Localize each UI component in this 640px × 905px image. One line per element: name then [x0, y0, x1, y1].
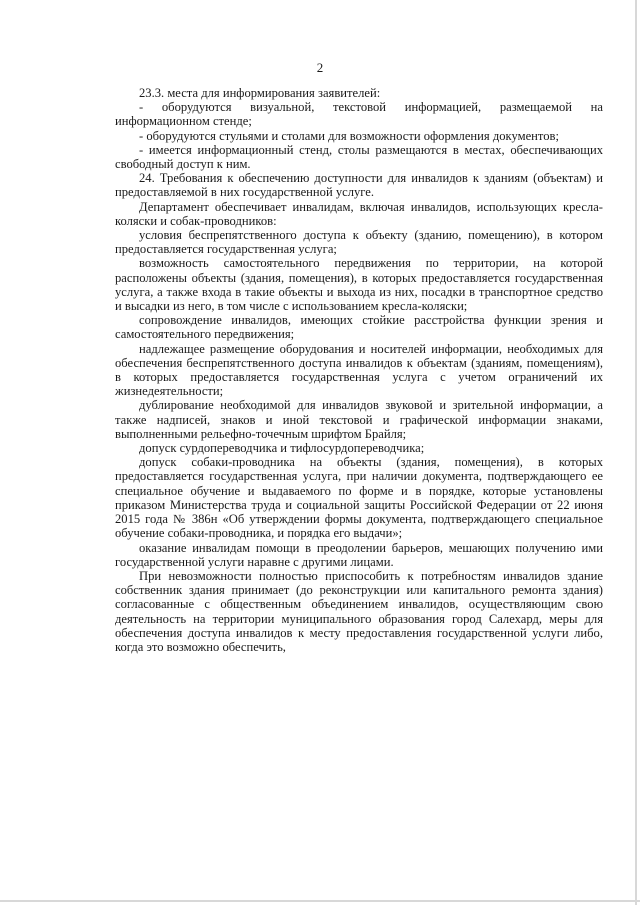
paragraph-23-3-heading: 23.3. места для информирования заявителей:	[139, 86, 381, 100]
paragraph-braille-duplication: дублирование необходимой для инвалидов звуковой и зрительной информации, а также надписей, знаков и иной текстовой и графической информации знаками, выполненными рельефно-точечным шрифтом Брайля;	[115, 398, 603, 441]
paragraph-stand-placement: - имеется информационный стенд, столы размещаются в местах, обеспечивающих свободный доступ к ним.	[115, 142, 603, 172]
paragraph-barrier-assistance: оказание инвалидам помощи в преодолении барьеров, мешающих получению ими государственной услуги наравне с другими лицами.	[115, 540, 603, 569]
paragraph-sign-interpreter: допуск сурдопереводчика и тифлосурдопереводчика;	[139, 441, 425, 456]
scan-edge-right	[635, 0, 637, 905]
paragraph-chairs-tables: - оборудуются стульями и столами для возможности оформления документов;	[139, 128, 559, 143]
paragraph-department-provides: Департамент обеспечивает инвалидам, включая инвалидов, использующих кресла-коляски и собак-проводников:	[115, 199, 603, 228]
paragraph-independent-movement: возможность самостоятельного передвижения по территории, на которой расположены объекты (здания, помещения), в которых предоставляется государственная услуга, а также входа в такие объекты и выхода из них, посадки в транспортное средство и высадки из него, в том числе с использованием кресла-коляски;	[115, 256, 603, 314]
paragraph-info-stand: - оборудуются визуальной, текстовой информацией, размещаемой на информационном стенде;	[115, 100, 603, 129]
paragraph-escort: сопровождение инвалидов, имеющих стойкие расстройства функции зрения и самостоятельного передвижения;	[115, 313, 603, 342]
document-body	[115, 86, 603, 654]
paragraph-building-adaptation: При невозможности полностью приспособить к потребностям инвалидов здание собственник здания принимает (до реконструкции или капитального ремонта здания) согласованные с общественным объединением инвалидов, осуществляющим свою деятельность на территории муниципального образования город Салехард, меры для обеспечения доступа инвалидов к месту предоставления государственной услуги либо, когда это возможно обеспечить,	[115, 568, 603, 654]
paragraph-unhindered-access: условия беспрепятственного доступа к объекту (зданию, помещению), в котором предоставляется государственная услуга;	[115, 228, 603, 257]
paragraph-equipment-placement: надлежащее размещение оборудования и носителей информации, необходимых для обеспечения беспрепятственного доступа инвалидов к объектам (зданиям, помещениям), в которых предоставляется государственная услуга с учетом ограничений их жизнедеятельности;	[115, 341, 603, 399]
page-number: 2	[316, 60, 324, 75]
paragraph-guide-dog: допуск собаки-проводника на объекты (здания, помещения), в которых предоставляется государственная услуга, при наличии документа, подтверждающего ее специальное обучение и выдаваемого по форме и в порядке, которые установлены приказом Министерства труда и социальной защиты Российской Федерации от 22 июня 2015 года № 386н «Об утверждении формы документа, подтверждающего специальное обучение собаки-проводника, и порядка его выдачи»;	[115, 455, 603, 541]
paragraph-24-heading: 24. Требования к обеспечению доступности для инвалидов к зданиям (объектам) и предоставляемой в них государственной услуге.	[115, 171, 603, 200]
scan-edge-bottom	[0, 900, 640, 902]
